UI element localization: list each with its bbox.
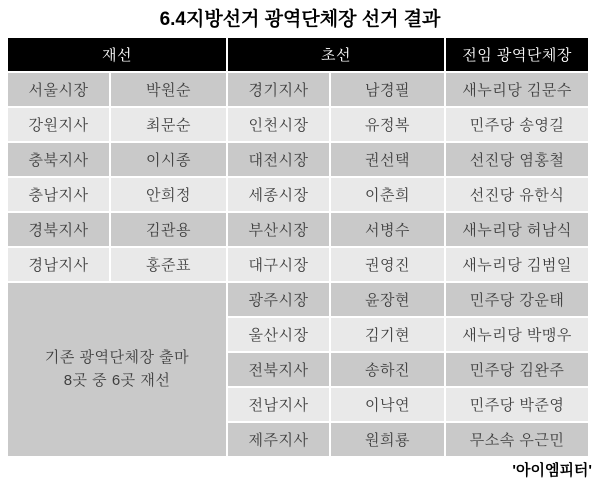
cell-firstterm-name: 권선택 bbox=[331, 143, 444, 176]
cell-former-governor: 민주당 강운태 bbox=[446, 283, 588, 316]
results-table bbox=[6, 36, 590, 458]
cell-reelected-position: 서울시장 bbox=[8, 73, 109, 106]
header-reelected: 재선 bbox=[8, 38, 226, 71]
table-row bbox=[8, 213, 588, 246]
cell-former-governor: 민주당 김완주 bbox=[446, 353, 588, 386]
cell-reelected-name: 박원순 bbox=[111, 73, 226, 106]
cell-firstterm-name: 서병수 bbox=[331, 213, 444, 246]
cell-reelected-name: 안희정 bbox=[111, 178, 226, 211]
cell-firstterm-position: 부산시장 bbox=[228, 213, 329, 246]
cell-firstterm-position: 경기지사 bbox=[228, 73, 329, 106]
cell-firstterm-position: 울산시장 bbox=[228, 318, 329, 351]
merged-summary-cell bbox=[8, 283, 226, 456]
table-row bbox=[8, 248, 588, 281]
cell-former-governor: 선진당 유한식 bbox=[446, 178, 588, 211]
cell-firstterm-name: 김기현 bbox=[331, 318, 444, 351]
cell-reelected-name: 최문순 bbox=[111, 108, 226, 141]
cell-former-governor: 새누리당 박맹우 bbox=[446, 318, 588, 351]
table-header-row bbox=[8, 38, 588, 71]
table-row bbox=[8, 178, 588, 211]
cell-firstterm-name: 이춘희 bbox=[331, 178, 444, 211]
cell-firstterm-name: 유정복 bbox=[331, 108, 444, 141]
cell-reelected-position: 경북지사 bbox=[8, 213, 109, 246]
cell-firstterm-position: 인천시장 bbox=[228, 108, 329, 141]
page-title: 6.4지방선거 광역단체장 선거 결과 bbox=[159, 9, 441, 30]
cell-former-governor: 무소속 우근민 bbox=[446, 423, 588, 456]
cell-former-governor: 새누리당 허남식 bbox=[446, 213, 588, 246]
cell-former-governor: 새누리당 김문수 bbox=[446, 73, 588, 106]
cell-firstterm-name: 송하진 bbox=[331, 353, 444, 386]
table-row bbox=[8, 108, 588, 141]
cell-firstterm-name: 원희룡 bbox=[331, 423, 444, 456]
cell-firstterm-position: 세종시장 bbox=[228, 178, 329, 211]
cell-firstterm-name: 남경필 bbox=[331, 73, 444, 106]
cell-reelected-position: 충남지사 bbox=[8, 178, 109, 211]
merged-summary-line2: 8곳 중 6곳 재선 bbox=[63, 371, 171, 389]
cell-firstterm-name: 권영진 bbox=[331, 248, 444, 281]
cell-firstterm-position: 전북지사 bbox=[228, 353, 329, 386]
cell-reelected-position: 경남지사 bbox=[8, 248, 109, 281]
cell-firstterm-name: 이낙연 bbox=[331, 388, 444, 421]
cell-firstterm-position: 대전시장 bbox=[228, 143, 329, 176]
cell-firstterm-position: 전남지사 bbox=[228, 388, 329, 421]
cell-reelected-name: 김관용 bbox=[111, 213, 226, 246]
cell-reelected-position: 충북지사 bbox=[8, 143, 109, 176]
header-firstterm: 초선 bbox=[228, 38, 444, 71]
cell-firstterm-name: 윤장현 bbox=[331, 283, 444, 316]
header-former-governor: 전임 광역단체장 bbox=[446, 38, 588, 71]
source-caption: '아이엠피터' bbox=[512, 462, 592, 479]
cell-firstterm-position: 대구시장 bbox=[228, 248, 329, 281]
cell-former-governor: 선진당 염홍철 bbox=[446, 143, 588, 176]
cell-reelected-name: 이시종 bbox=[111, 143, 226, 176]
merged-summary-line1: 기존 광역단체장 출마 bbox=[44, 349, 190, 366]
cell-reelected-name: 홍준표 bbox=[111, 248, 226, 281]
cell-former-governor: 새누리당 김범일 bbox=[446, 248, 588, 281]
table-row bbox=[8, 73, 588, 106]
cell-reelected-position: 강원지사 bbox=[8, 108, 109, 141]
cell-former-governor: 민주당 송영길 bbox=[446, 108, 588, 141]
cell-firstterm-position: 제주지사 bbox=[228, 423, 329, 456]
cell-former-governor: 민주당 박준영 bbox=[446, 388, 588, 421]
table-row bbox=[8, 143, 588, 176]
table-row bbox=[8, 283, 588, 316]
cell-firstterm-position: 광주시장 bbox=[228, 283, 329, 316]
